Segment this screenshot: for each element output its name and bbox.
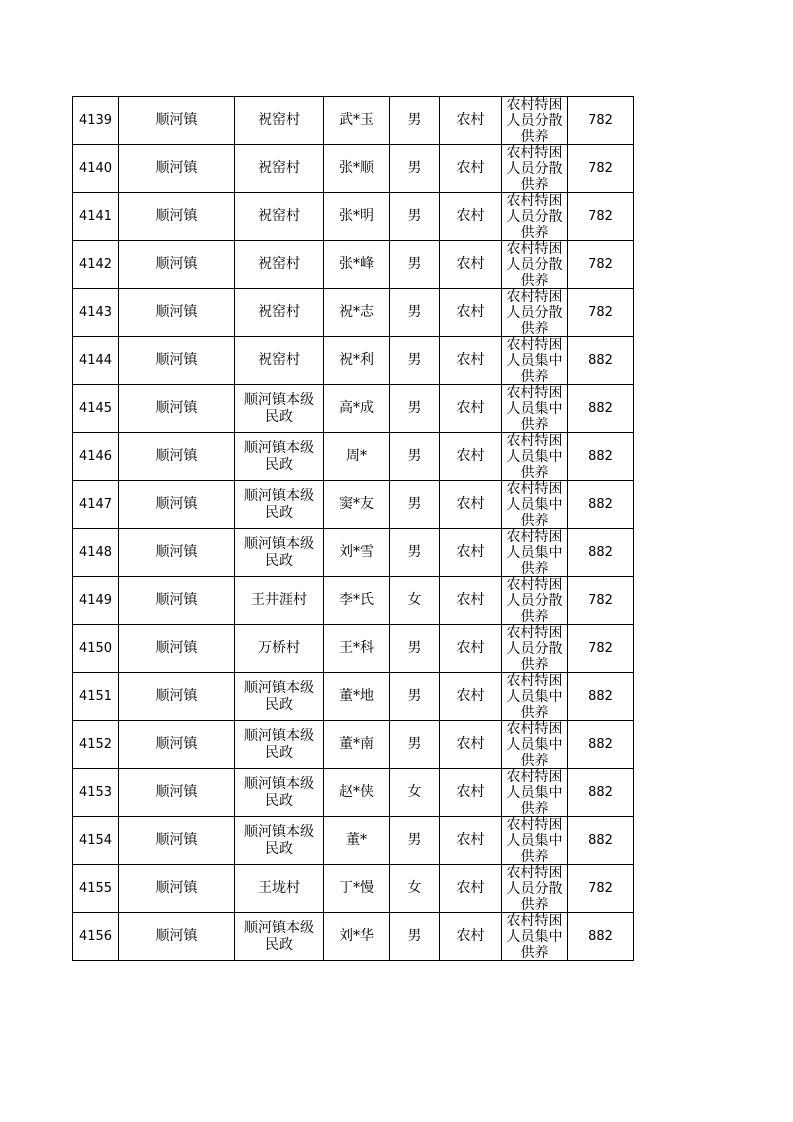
table-row [73,673,634,721]
table-row [73,481,634,529]
category-text: 农村特困人员分散供养 [506,625,563,672]
cell-village [235,289,324,337]
village-text: 顺河镇本级民政 [244,919,314,953]
cell-category [502,289,568,337]
category-text: 农村特困人员分散供养 [506,97,563,144]
cell-category [502,865,568,913]
cell-type: 农村 [440,865,502,913]
cell-id: 4156 [73,913,119,961]
cell-town: 顺河镇 [119,721,235,769]
table-row [73,913,634,961]
village-text: 祝窑村 [258,112,300,128]
cell-gender: 男 [390,145,440,193]
cell-category [502,193,568,241]
cell-type: 农村 [440,289,502,337]
category-text: 农村特困人员分散供养 [506,241,563,288]
cell-id: 4145 [73,385,119,433]
cell-village [235,865,324,913]
cell-gender: 男 [390,529,440,577]
category-text: 农村特困人员集中供养 [506,529,563,576]
cell-name: 周* [324,433,390,481]
table-row [73,97,634,145]
cell-town: 顺河镇 [119,577,235,625]
cell-gender: 男 [390,337,440,385]
cell-type: 农村 [440,241,502,289]
cell-amount: 882 [568,337,634,385]
category-text: 农村特困人员分散供养 [506,865,563,912]
cell-category [502,385,568,433]
cell-town: 顺河镇 [119,433,235,481]
cell-name: 丁*慢 [324,865,390,913]
cell-type: 农村 [440,577,502,625]
cell-amount: 882 [568,529,634,577]
cell-gender: 女 [390,865,440,913]
category-text: 农村特困人员集中供养 [506,673,563,720]
cell-category [502,817,568,865]
cell-category [502,769,568,817]
cell-village [235,625,324,673]
cell-village [235,193,324,241]
cell-amount: 782 [568,145,634,193]
cell-name: 窦*友 [324,481,390,529]
village-text: 顺河镇本级民政 [244,391,314,425]
category-text: 农村特困人员集中供养 [506,433,563,480]
cell-gender: 男 [390,193,440,241]
cell-id: 4151 [73,673,119,721]
cell-name: 祝*志 [324,289,390,337]
cell-category [502,433,568,481]
cell-village [235,529,324,577]
cell-id: 4143 [73,289,119,337]
cell-id: 4141 [73,193,119,241]
cell-name: 高*成 [324,385,390,433]
cell-id: 4152 [73,721,119,769]
village-text: 祝窑村 [258,256,300,272]
cell-id: 4148 [73,529,119,577]
table-row [73,241,634,289]
village-text: 祝窑村 [258,304,300,320]
village-text: 顺河镇本级民政 [244,487,314,521]
cell-category [502,529,568,577]
cell-gender: 男 [390,817,440,865]
cell-town: 顺河镇 [119,193,235,241]
cell-amount: 782 [568,241,634,289]
cell-amount: 882 [568,385,634,433]
cell-village [235,337,324,385]
cell-town: 顺河镇 [119,289,235,337]
cell-gender: 男 [390,625,440,673]
cell-amount: 882 [568,913,634,961]
cell-id: 4154 [73,817,119,865]
cell-name: 张*明 [324,193,390,241]
cell-category [502,577,568,625]
village-text: 祝窑村 [258,208,300,224]
cell-town: 顺河镇 [119,913,235,961]
cell-category [502,337,568,385]
category-text: 农村特困人员分散供养 [506,577,563,624]
cell-id: 4144 [73,337,119,385]
cell-gender: 女 [390,769,440,817]
category-text: 农村特困人员集中供养 [506,817,563,864]
cell-name: 张*峰 [324,241,390,289]
table-row [73,433,634,481]
category-text: 农村特困人员分散供养 [506,289,563,336]
cell-gender: 男 [390,721,440,769]
cell-amount: 882 [568,817,634,865]
cell-amount: 882 [568,673,634,721]
table-row [73,337,634,385]
cell-village [235,97,324,145]
village-text: 顺河镇本级民政 [244,775,314,809]
cell-amount: 882 [568,769,634,817]
village-text: 顺河镇本级民政 [244,535,314,569]
cell-type: 农村 [440,817,502,865]
cell-town: 顺河镇 [119,145,235,193]
village-text: 顺河镇本级民政 [244,727,314,761]
cell-name: 董*地 [324,673,390,721]
cell-id: 4147 [73,481,119,529]
cell-id: 4140 [73,145,119,193]
cell-gender: 男 [390,241,440,289]
cell-gender: 女 [390,577,440,625]
cell-name: 董* [324,817,390,865]
village-text: 顺河镇本级民政 [244,823,314,857]
category-text: 农村特困人员集中供养 [506,337,563,384]
cell-amount: 782 [568,97,634,145]
table-body [73,97,634,961]
table-row [73,817,634,865]
cell-name: 祝*利 [324,337,390,385]
cell-village [235,673,324,721]
cell-amount: 882 [568,481,634,529]
category-text: 农村特困人员集中供养 [506,769,563,816]
cell-type: 农村 [440,97,502,145]
cell-type: 农村 [440,721,502,769]
table-row [73,145,634,193]
category-text: 农村特困人员分散供养 [506,193,563,240]
cell-town: 顺河镇 [119,673,235,721]
cell-gender: 男 [390,385,440,433]
cell-name: 刘*华 [324,913,390,961]
cell-village [235,817,324,865]
cell-village [235,145,324,193]
cell-category [502,721,568,769]
cell-name: 刘*雪 [324,529,390,577]
table-row [73,577,634,625]
cell-town: 顺河镇 [119,385,235,433]
cell-type: 农村 [440,913,502,961]
cell-amount: 782 [568,577,634,625]
cell-amount: 782 [568,193,634,241]
cell-type: 农村 [440,145,502,193]
cell-name: 张*顺 [324,145,390,193]
cell-town: 顺河镇 [119,481,235,529]
cell-town: 顺河镇 [119,241,235,289]
table-row [73,769,634,817]
cell-village [235,769,324,817]
cell-village [235,577,324,625]
cell-category [502,913,568,961]
cell-town: 顺河镇 [119,769,235,817]
cell-type: 农村 [440,625,502,673]
table-row [73,721,634,769]
cell-village [235,481,324,529]
cell-town: 顺河镇 [119,625,235,673]
cell-gender: 男 [390,289,440,337]
cell-amount: 782 [568,625,634,673]
village-text: 顺河镇本级民政 [244,679,314,713]
cell-name: 李*氏 [324,577,390,625]
cell-type: 农村 [440,769,502,817]
category-text: 农村特困人员集中供养 [506,721,563,768]
data-table [72,96,634,961]
cell-type: 农村 [440,529,502,577]
cell-type: 农村 [440,385,502,433]
cell-village [235,721,324,769]
cell-name: 武*玉 [324,97,390,145]
village-text: 祝窑村 [258,160,300,176]
table-row [73,193,634,241]
cell-village [235,241,324,289]
cell-id: 4146 [73,433,119,481]
cell-town: 顺河镇 [119,97,235,145]
category-text: 农村特困人员集中供养 [506,481,563,528]
cell-type: 农村 [440,337,502,385]
cell-type: 农村 [440,481,502,529]
table-row [73,529,634,577]
cell-town: 顺河镇 [119,865,235,913]
cell-name: 王*科 [324,625,390,673]
cell-village [235,433,324,481]
cell-gender: 男 [390,97,440,145]
cell-village [235,385,324,433]
cell-category [502,673,568,721]
table-row [73,625,634,673]
cell-gender: 男 [390,481,440,529]
cell-gender: 男 [390,673,440,721]
cell-category [502,241,568,289]
category-text: 农村特困人员分散供养 [506,145,563,192]
cell-amount: 882 [568,433,634,481]
cell-amount: 882 [568,721,634,769]
table-row [73,865,634,913]
cell-gender: 男 [390,913,440,961]
cell-category [502,481,568,529]
cell-id: 4150 [73,625,119,673]
cell-type: 农村 [440,673,502,721]
cell-town: 顺河镇 [119,529,235,577]
cell-type: 农村 [440,193,502,241]
village-text: 王垅村 [258,880,300,896]
cell-amount: 782 [568,865,634,913]
cell-category [502,145,568,193]
table-row [73,385,634,433]
cell-category [502,625,568,673]
cell-id: 4155 [73,865,119,913]
cell-name: 赵*侠 [324,769,390,817]
cell-id: 4142 [73,241,119,289]
village-text: 王井涯村 [251,592,307,608]
village-text: 顺河镇本级民政 [244,439,314,473]
table-row [73,289,634,337]
cell-gender: 男 [390,433,440,481]
cell-amount: 782 [568,289,634,337]
cell-id: 4149 [73,577,119,625]
category-text: 农村特困人员集中供养 [506,913,563,960]
cell-type: 农村 [440,433,502,481]
cell-village [235,913,324,961]
village-text: 万桥村 [258,640,300,656]
cell-town: 顺河镇 [119,817,235,865]
cell-name: 董*南 [324,721,390,769]
cell-town: 顺河镇 [119,337,235,385]
cell-id: 4139 [73,97,119,145]
cell-id: 4153 [73,769,119,817]
village-text: 祝窑村 [258,352,300,368]
cell-category [502,97,568,145]
category-text: 农村特困人员集中供养 [506,385,563,432]
